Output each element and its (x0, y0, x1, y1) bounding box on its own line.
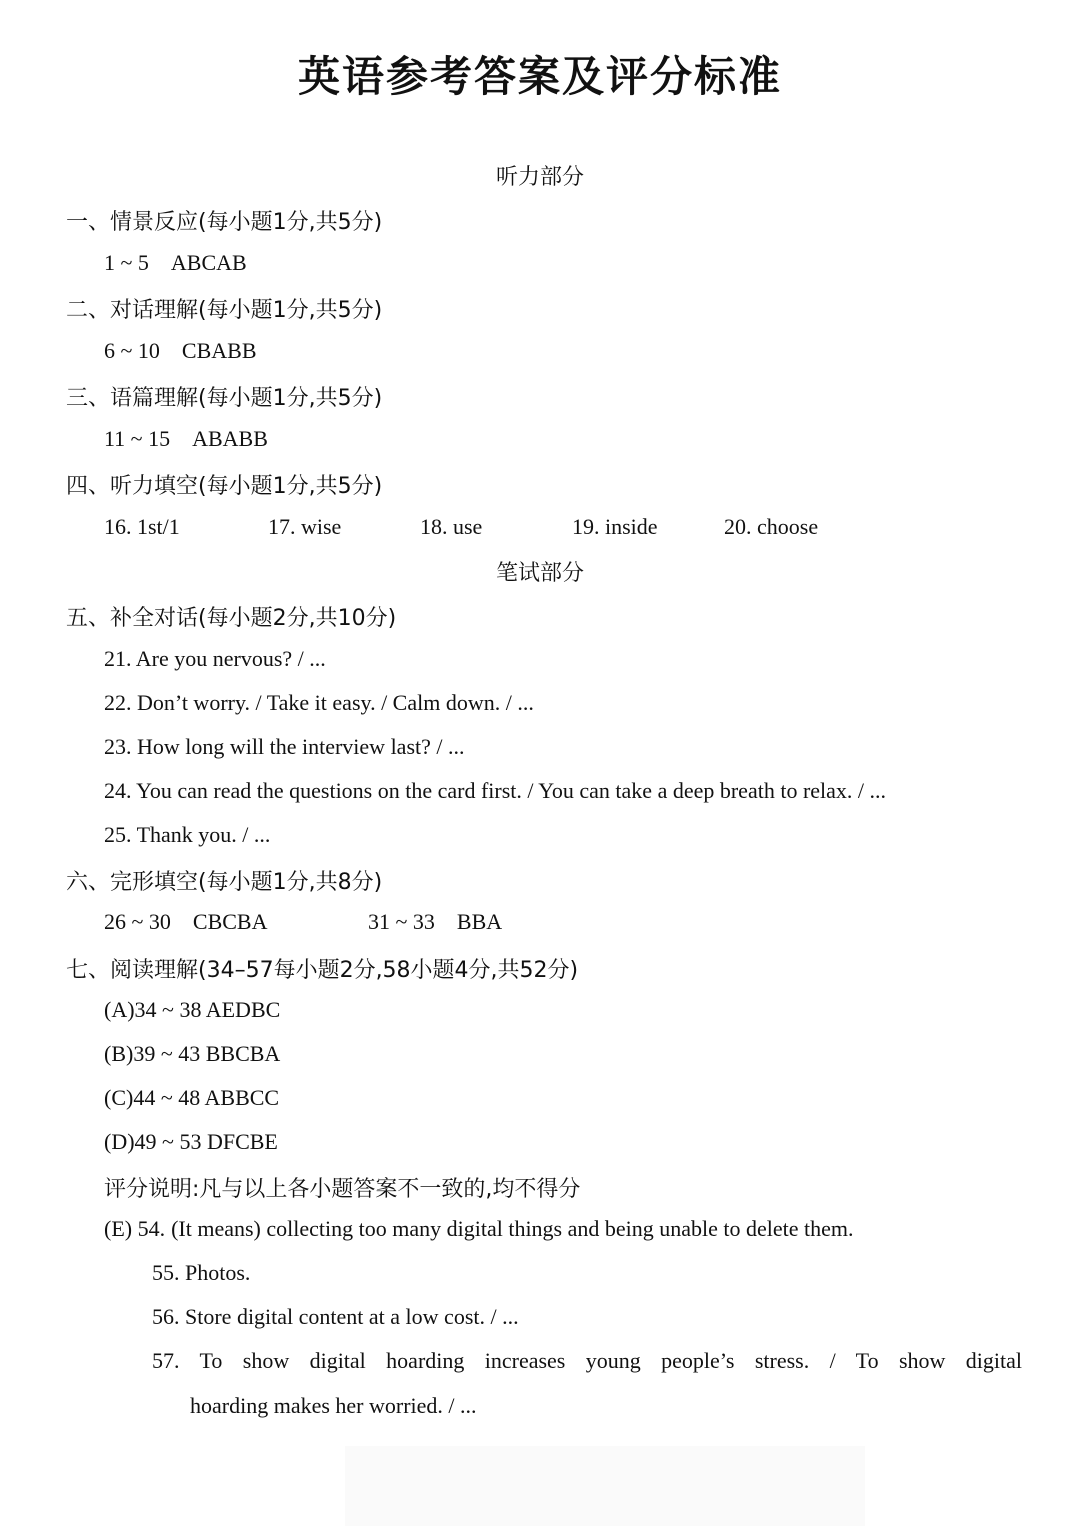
fill-answer: 20. choose (724, 514, 819, 539)
reading-answer-a: (A)34 ~ 38 AEDBC (104, 997, 281, 1022)
answer-line-3 (104, 426, 268, 452)
reading-answer-e57-line1: 57. To show digital hoarding increases young people’s stress. / To show digital (152, 1348, 1022, 1373)
scoring-note: 评分说明:凡与以上各小题答案不一致的,均不得分 (104, 1177, 581, 1202)
fill-answer: 17. wise (268, 514, 342, 539)
reading-answer-d: (D)49 ~ 53 DFCBE (104, 1129, 278, 1154)
answer-line-1 (104, 250, 247, 276)
answer-letters: CBCBA (192, 909, 268, 934)
fill-answer: 19. inside (572, 514, 658, 539)
blank-footer-area (345, 1446, 865, 1526)
reading-answer-e57-line2: hoarding makes her worried. / ... (190, 1393, 477, 1418)
reading-answer-e55: 55. Photos. (152, 1260, 251, 1285)
dialogue-answer: 23. How long will the interview last? / ... (104, 734, 465, 759)
question-label: (E) 54. (104, 1216, 166, 1241)
reading-answer-e56: 56. Store digital content at a low cost. / ... (152, 1304, 519, 1329)
section-heading-7: 七、阅读理解(34–57每小题2分,58小题4分,共52分) (66, 958, 579, 983)
section-heading-4: 四、听力填空(每小题1分,共5分) (66, 474, 383, 499)
answer-letters: ABCAB (170, 250, 247, 275)
question-range: 11 ~ 15 (104, 426, 171, 451)
reading-answer-e54 (104, 1216, 854, 1242)
dialogue-answer: 22. Don’t worry. / Take it easy. / Calm down. / ... (104, 690, 534, 715)
question-range: 31 ~ 33 (368, 909, 435, 934)
answer-line-6a (104, 909, 268, 935)
answer-line-6b (368, 909, 502, 935)
answer-line-2 (104, 338, 257, 364)
question-range: 1 ~ 5 (104, 250, 149, 275)
answer-letters: ABABB (192, 426, 268, 451)
answer-letters: BBA (456, 909, 503, 934)
question-range: 6 ~ 10 (104, 338, 160, 363)
fill-answer: 18. use (420, 514, 483, 539)
section-heading-3: 三、语篇理解(每小题1分,共5分) (66, 386, 383, 411)
question-range: 26 ~ 30 (104, 909, 171, 934)
fill-answer: 16. 1st/1 (104, 514, 180, 539)
part-heading-writing: 笔试部分 (495, 561, 584, 586)
dialogue-answer: 25. Thank you. / ... (104, 822, 271, 847)
answer-letters: CBABB (181, 338, 257, 363)
section-heading-1: 一、情景反应(每小题1分,共5分) (66, 210, 383, 235)
reading-answer-b: (B)39 ~ 43 BBCBA (104, 1041, 281, 1066)
part-heading-listening: 听力部分 (495, 165, 584, 190)
dialogue-answer: 24. You can read the questions on the card first. / You can take a deep breath to relax. / ... (104, 778, 887, 803)
reading-answer-c: (C)44 ~ 48 ABBCC (104, 1085, 280, 1110)
page-title: 英语参考答案及评分标准 (297, 52, 782, 101)
dialogue-answer: 21. Are you nervous? / ... (104, 646, 326, 671)
section-heading-5: 五、补全对话(每小题2分,共10分) (66, 606, 397, 631)
section-heading-6: 六、完形填空(每小题1分,共8分) (66, 870, 383, 895)
answer-text: (It means) collecting too many digital things and being unable to delete them. (171, 1216, 854, 1241)
section-heading-2: 二、对话理解(每小题1分,共5分) (66, 298, 383, 323)
